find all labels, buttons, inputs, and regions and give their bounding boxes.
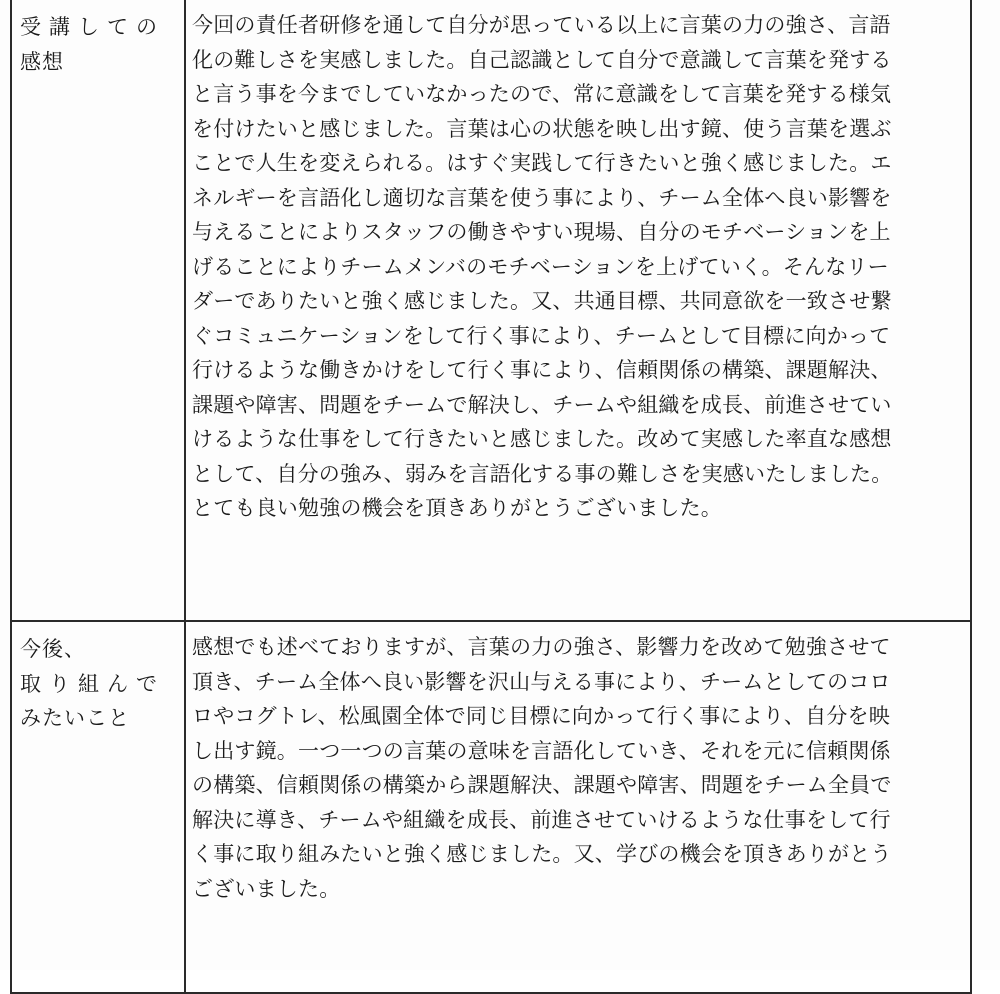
text-line: ロやコグトレ、松風園全体で同じ目標に向かって行く事により、自分を映 <box>192 704 890 728</box>
row-label-line: 取り組んで <box>20 671 165 696</box>
row-label-line: 感想 <box>20 49 64 74</box>
row-label-line: 受講しての <box>20 15 165 39</box>
text-line: 解決に導き、チームや組織を成長、前進させていけるような仕事をして行 <box>192 807 891 832</box>
text-line: 与えることによりスタッフの働きやすい現場、自分のモチベーションを上 <box>192 220 891 244</box>
text-line: ぐコミュニケーションをして行く事により、チームとして目標に向かって <box>192 323 891 348</box>
text-line: の構築、信頼関係の構築から課題解決、課題や障害、問題をチーム全員で <box>192 773 892 797</box>
row-label-impressions <box>11 0 185 621</box>
text-line: 化の難しさを実感しました。自己認識として自分で意識して言葉を発する <box>192 47 892 72</box>
text-line: し出す鏡。一つ一つの言葉の意味を言語化していき、それを元に信頼関係 <box>192 738 891 763</box>
row-label-future-plans <box>11 621 185 993</box>
text-line: ことで人生を変えられる。はすぐ実践して行きたいと強く感じました。エ <box>192 151 892 175</box>
text-line: 今回の責任者研修を通して自分が思っている以上に言葉の力の強さ、言語 <box>192 13 891 37</box>
text-line: 行けるような働きかけをして行く事により、信頼関係の構築、課題解決、 <box>192 358 892 382</box>
text-line: ございました。 <box>192 876 341 901</box>
text-line: として、自分の強み、弱みを言語化する事の難しさを実感いたしました。 <box>192 461 893 486</box>
text-line: ダーでありたいと強く感じました。又、共通目標、共同意欲を一致させ繋 <box>192 289 892 313</box>
text-line: ネルギーを言語化し適切な言葉を使う事により、チーム全体へ良い影響を <box>192 185 892 210</box>
text-line: と言う事を今までしていなかったので、常に意識をして言葉を発する様気 <box>192 82 892 106</box>
text-line: 頂き、チーム全体へ良い影響を沢山与える事により、チームとしてのコロ <box>192 669 891 694</box>
text-line: を付けたいと感じました。言葉は心の状態を映し出す鏡、使う言葉を選ぶ <box>192 116 892 141</box>
text-line: 課題や障害、問題をチームで解決し、チームや組織を成長、前進させてい <box>192 392 892 417</box>
text-line: く事に取り組みたいと強く感じました。又、学びの機会を頂きありがとう <box>192 842 892 866</box>
feedback-form-table <box>10 0 972 994</box>
table-row-impressions <box>11 0 971 621</box>
table-row-future-plans <box>11 621 971 993</box>
row-label-line: 今後、 <box>20 637 86 661</box>
text-line: とても良い勉強の機会を頂きありがとうございました。 <box>192 496 722 520</box>
row-label-line: みたいこと <box>20 706 130 730</box>
text-line: 感想でも述べておりますが、言葉の力の強さ、影響力を改めて勉強させて <box>192 635 891 659</box>
text-line: げることによりチームメンバのモチベーションを上げていく。そんなリー <box>192 254 889 279</box>
future-plans-text <box>185 621 971 993</box>
impressions-text <box>185 0 971 621</box>
text-line: けるような仕事をして行きたいと感じました。改めて実感した率直な感想 <box>192 427 892 451</box>
